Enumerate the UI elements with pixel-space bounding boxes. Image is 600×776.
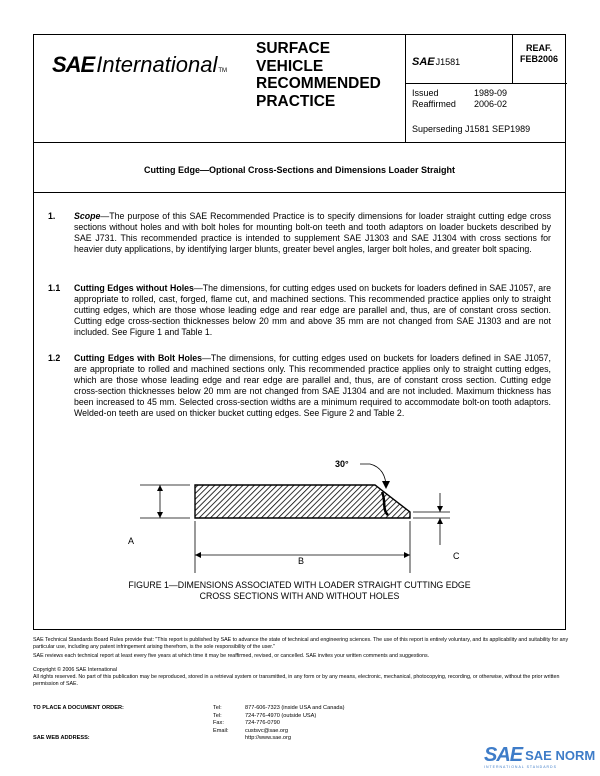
section-text: —The purpose of this SAE Recommended Practice is to specify dimensions for loader straight cutting edge cross sections without holes and with bolt holes for mounting bolt-on teeth and tooth adaptors on loader buckets described by SAE J731. This recommended practice is intended to supplement SAE J1303 and SAE J1304 with cross sections for heavier duty applications, by identifying larger blunts, greater bevel angles, larger bolt holes, and greater bolt spacing. [74,211,551,254]
section-title: Cutting Edges without Holes [74,283,194,293]
web-link[interactable]: http://www.sae.org [245,735,292,741]
label-angle: 30° [335,459,349,469]
footer-review: SAE reviews each technical report at least every five years at which time it may be reaffirmed, revised, or cancelled. SAE invites your written comments and suggestions. [33,653,430,659]
section-text: —The dimensions, for cutting edges used on buckets for loaders defined in SAE J1057, are appropriate to rolled, cast, forged, flame cut, and machined sections. This recommended practice applies only to straight cutting edges, which are those whose leading edge and rear edge are parallel and, thus, are of constant cross section. Cutting edge cross-section thicknesses below 20 mm and above 35 mm are not changed from SAE J1303 and are not included. See Figure 1 and Table 1. [74,283,551,337]
email-label: Email: [213,727,229,734]
issued-value: 1989-09 [474,88,508,98]
sae-norm-text: SAE NORM [525,748,596,763]
contact-block [33,705,573,743]
angle-arrow [382,481,390,489]
reaf-line2: FEB2006 [519,54,559,64]
label-b: B [298,556,305,566]
doc-type-line: PRACTICE [256,92,336,110]
footer-rights: All rights reserved. No part of this publication may be reproduced, stored in a retrieval system or transmitted, in any form or by any means, electronic, mechanical, photocopying, recording, or otherwise, without the prior written permission of SAE. [33,674,560,687]
date-block [412,88,507,110]
fax-label: Fax: [213,720,224,726]
contact-row [33,735,573,743]
reaffirmed-value: 2006-02 [474,99,508,109]
cutting-edge-section [195,485,410,518]
contact-row [33,720,573,728]
footer-copyright: Copyright © 2006 SAE International [33,667,117,673]
caption-line: CROSS SECTIONS WITH AND WITHOUT HOLES [199,591,400,601]
logo-tm: TM [218,68,228,74]
docnum-value: J1581 [435,57,461,67]
section-number: 1.1 [48,283,61,293]
title-divider [34,192,565,193]
section-scope [48,211,551,255]
tel-1: 877-606-7323 (inside USA and Canada) [245,705,345,711]
fax-value: 724-776-0790 [245,720,280,726]
tel-2: 724-776-4970 (outside USA) [245,712,317,719]
label-c: C [453,551,460,561]
angle-leader [360,464,386,487]
sae-norm-watermark [484,744,595,767]
sae-norm-logo: SAE [484,744,523,766]
section-body [74,353,551,419]
doc-type-line: SURFACE [256,40,331,57]
document-number [412,56,460,68]
contact-row [33,728,573,736]
header-divider [34,142,565,143]
web-label: SAE WEB ADDRESS: [33,735,90,741]
footer-rules: SAE Technical Standards Board Rules provide that: "This report is published by SAE to advance the state of technical and engineering sciences. The use of this report is entirely voluntary, and its applicability and suitability for any particular use, including any patent infringement arising therefrom, is the sole responsibility of the user." [33,637,569,650]
email-link[interactable]: custsvc@sae.org [245,727,288,734]
section-title: Cutting Edges with Bolt Holes [74,353,203,363]
docnum-divider [405,83,567,84]
logo-international: International [96,52,218,77]
reaf-divider [512,35,513,83]
order-label: TO PLACE A DOCUMENT ORDER: [33,705,124,711]
document-type [256,40,406,110]
reaf-line1: REAF. [525,43,552,53]
logo-sae: SAE [52,52,95,77]
tel-label: Tel: [213,712,222,719]
caption-line: FIGURE 1—DIMENSIONS ASSOCIATED WITH LOADER STRAIGHT CUTTING EDGE [128,580,471,590]
section-title: Scope [74,211,101,221]
tel-label: Tel: [213,705,222,711]
reaffirmed-label: Reaffirmed [412,99,456,109]
dim-c-arrows [437,506,443,524]
contact-row [33,705,573,713]
reaffirmed-badge [514,43,564,65]
doc-type-line: VEHICLE [256,57,324,75]
section-body [74,283,551,338]
doc-type-line: RECOMMENDED [256,75,381,92]
section-without-holes [48,283,551,338]
figure-cross-section [120,455,480,575]
section-with-bolt-holes [48,353,551,419]
section-body [74,211,551,255]
label-a: A [128,536,135,546]
contact-row [33,713,573,721]
issued-label: Issued [412,88,439,98]
section-number: 1. [48,211,56,221]
issued-row [412,88,507,99]
section-text: —The dimensions, for cutting edges used on buckets for loaders defined in SAE J1057, are appropriate to rolled and machined sections only. This recommended practice applies only to straight cutting edges, which are those whose leading edge and rear edge are parallel and, thus, are of constant cross section. Cutting edge cross-section thicknesses below 20 mm are not changed from SAE J1304 and are not included. Maximum thickness has been increased to 45 mm. Selected cross-section widths are a minimum required to accommodate bolt-on tooth adaptors. Welded-on teeth are used on thicker bucket cutting edges. See Figure 2 and Table 2. [74,353,551,418]
document-title: Cutting Edge—Optional Cross-Sections and Dimensions Loader Straight [143,165,456,175]
section-number: 1.2 [48,353,61,363]
figure-caption [33,580,566,602]
reaffirmed-row [412,99,507,110]
sae-norm-subtitle: INTERNATIONAL STANDARDS [484,765,557,769]
sae-international-logo [52,52,227,78]
docnum-prefix: SAE [412,56,435,68]
superseding-note: Superseding J1581 SEP1989 [412,124,531,134]
